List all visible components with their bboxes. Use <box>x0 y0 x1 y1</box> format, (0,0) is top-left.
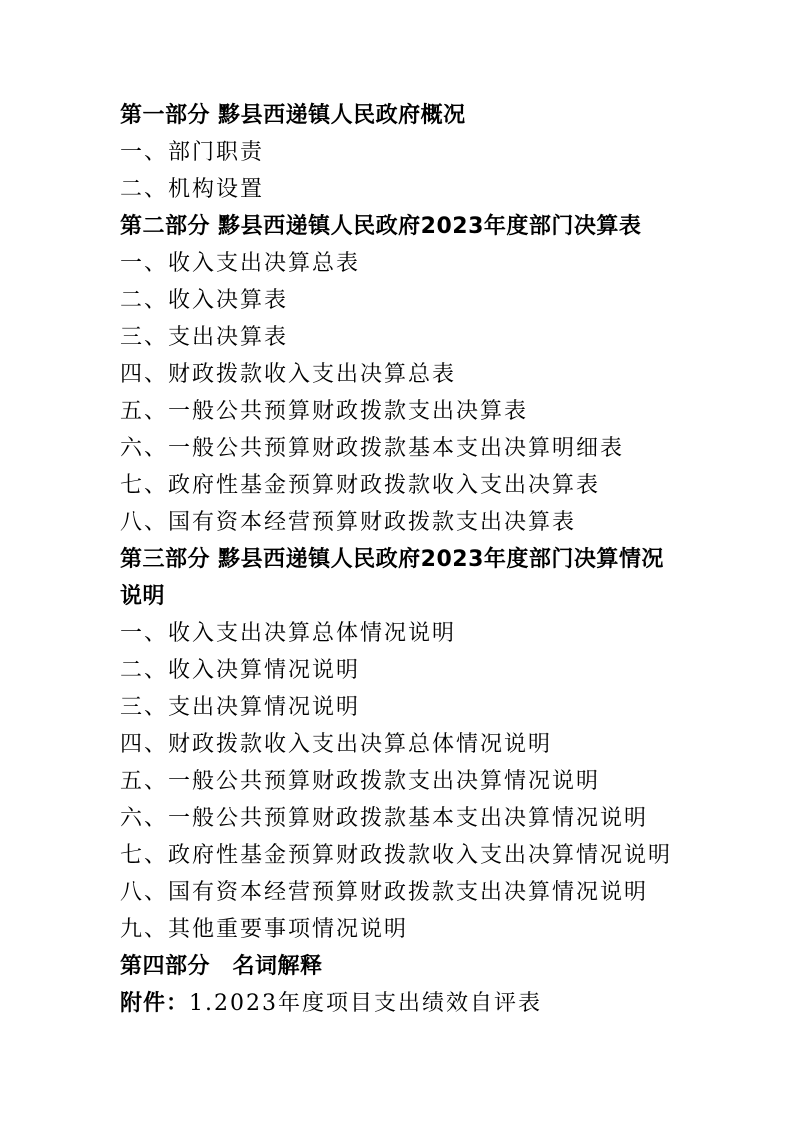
document-page <box>120 97 700 1022</box>
attachment-text: 1.2023年度项目支出绩效自评表 <box>189 991 542 1016</box>
part2-list <box>120 245 700 541</box>
part2-item: 三、支出决算表 <box>120 325 289 350</box>
part3-item: 三、支出决算情况说明 <box>120 695 361 720</box>
part3-heading: 第三部分 黟县西递镇人民政府2023年度部门决算情况说明 <box>120 547 664 609</box>
part2-item: 二、收入决算表 <box>120 288 289 313</box>
part2-item: 五、一般公共预算财政拨款支出决算表 <box>120 399 529 424</box>
part3-item: 七、政府性基金预算财政拨款收入支出决算情况说明 <box>120 843 673 868</box>
attachment-line <box>120 985 700 1022</box>
part3-list <box>120 615 700 948</box>
part2-item: 一、收入支出决算总表 <box>120 251 361 276</box>
part3-item: 一、收入支出决算总体情况说明 <box>120 621 457 646</box>
part3-item: 四、财政拨款收入支出决算总体情况说明 <box>120 732 553 757</box>
part1-item: 一、部门职责 <box>120 140 265 165</box>
part3-item: 九、其他重要事项情况说明 <box>120 917 409 942</box>
part3-item: 八、国有资本经营预算财政拨款支出决算情况说明 <box>120 880 649 905</box>
part3-item: 五、一般公共预算财政拨款支出决算情况说明 <box>120 769 601 794</box>
part3-item: 二、收入决算情况说明 <box>120 658 361 683</box>
part3-item: 六、一般公共预算财政拨款基本支出决算情况说明 <box>120 806 649 831</box>
part2-item: 四、财政拨款收入支出决算总表 <box>120 362 457 387</box>
part1-item: 二、机构设置 <box>120 177 265 202</box>
part1-list <box>120 134 700 208</box>
part1-heading: 第一部分 黟县西递镇人民政府概况 <box>120 103 466 128</box>
part4-heading: 第四部分 名词解释 <box>120 954 323 979</box>
part2-item: 六、一般公共预算财政拨款基本支出决算明细表 <box>120 436 625 461</box>
part2-item: 八、国有资本经营预算财政拨款支出决算表 <box>120 510 577 535</box>
attachment-label: 附件： <box>120 991 190 1016</box>
part2-heading: 第二部分 黟县西递镇人民政府2023年度部门决算表 <box>120 214 642 239</box>
part2-item: 七、政府性基金预算财政拨款收入支出决算表 <box>120 473 601 498</box>
